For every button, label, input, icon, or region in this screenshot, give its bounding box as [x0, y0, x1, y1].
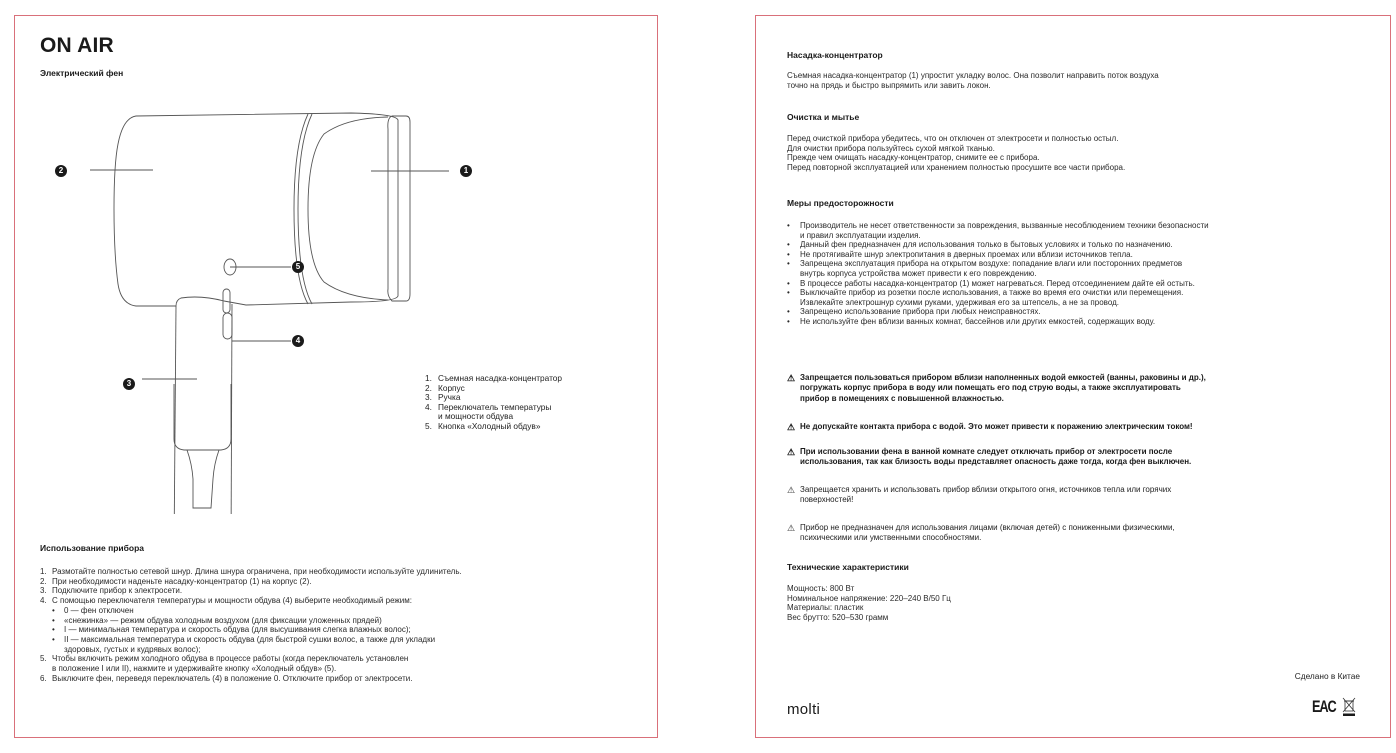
legend-item: 4. Переключатель температуры [425, 401, 552, 412]
precaution-item: • Запрещена эксплуатация прибора на открытом воздухе: попадание влаги или посторонних предметов [787, 259, 1183, 269]
parts-legend [425, 374, 562, 432]
crossed-bin-icon [1342, 697, 1356, 717]
precautions-section [787, 198, 1209, 327]
legend-item: 2. Корпус [425, 382, 465, 393]
mode-list [40, 606, 462, 655]
callout-5: 5 [292, 261, 304, 273]
usage-steps-after [40, 654, 462, 683]
callout-3: 3 [123, 378, 135, 390]
precaution-item: • Производитель не несет ответственности за повреждения, вызванные несоблюдением техники безопасности [787, 221, 1209, 230]
precaution-item: • Данный фен предназначен для использования только в бытовых условиях и только по назначению. [787, 240, 1173, 250]
step-item: 5. Чтобы включить режим холодного обдува в процессе работы (когда переключатель установлен [40, 654, 409, 664]
mode-item: • II — максимальная температура и скорость обдува (для быстрой сушки волос, а также для укладки [52, 634, 436, 644]
spec-materials: Материалы: пластик [787, 603, 864, 613]
concentrator-section: Насадка-концентратор Съемная насадка-концентратор (1) упростит укладку волос. Она позволит направить поток воздуха точно на прядь и быстро выпрямить или завить локон. [787, 50, 1159, 90]
callout-1: 1 [460, 165, 472, 177]
warning-4: ⚠ Запрещается хранить и использовать прибор вблизи открытого огня, источников тепла или горячих поверхностей! [787, 485, 1172, 505]
mode-item: • I — минимальная температура и скорость обдува (для высушивания слегка влажных волос); [52, 625, 411, 635]
eac-mark-icon: EAC [1312, 697, 1336, 716]
precaution-item: Извлекайте электрошнур сухими руками, удерживая его за штепсель, а не за провод. [800, 297, 1119, 307]
legend-item: 5. Кнопка «Холодный обдув» [425, 420, 541, 431]
precaution-item: • Запрещено использование прибора при любых неисправностях. [787, 307, 1041, 317]
warning-3: ⚠ При использовании фена в ванной комнате следует отключать прибор от электросети после использования, так как близость воды представляет опасность даже тогда, когда фен выключен. [787, 447, 1192, 467]
mode-item: • «снежинка» — режим обдува холодным воздухом (для фиксации уложенных прядей) [52, 615, 382, 625]
specs-section [787, 562, 951, 622]
legend-item: 3. Ручка [425, 392, 461, 403]
cleaning-heading: Очистка и мытье [787, 112, 860, 122]
usage-steps [40, 567, 462, 606]
warning-triangle-icon: ⚠ [787, 447, 796, 457]
warning-triangle-icon: ⚠ [787, 422, 796, 432]
cleaning-section: Очистка и мытье Перед очисткой прибора убедитесь, что он отключен от электросети и полностью остыл. Для очистки прибора пользуйтесь сухой мягкой тканью. Прежде чем очищать насадку-концентратор, снимите ее с прибора. Перед повторной эксплуатацией или хранением полностью просушите все части прибора. [787, 112, 1126, 172]
mode-item-continued: здоровых, густых и кудрявых волос); [64, 644, 201, 654]
warning-5: ⚠ Прибор не предназначен для использования лицами (включая детей) с пониженными физическими, психическими или умственными способностями. [787, 523, 1175, 543]
spec-weight: Вес брутто: 520–530 грамм [787, 612, 889, 622]
concentrator-heading: Насадка-концентратор [787, 50, 883, 60]
product-subtitle: Электрический фен [40, 68, 124, 78]
step-item: 4. С помощью переключателя температуры и мощности обдува (4) выберите необходимый режим: [40, 596, 412, 606]
usage-section [40, 543, 462, 683]
step-item: 3. Подключите прибор к электросети. [40, 586, 183, 596]
precaution-item: • Не используйте фен вблизи ванных комнат, бассейнов или других емкостей, содержащих воду. [787, 316, 1156, 326]
warning-triangle-icon: ⚠ [787, 485, 796, 495]
warning-1: ⚠ Запрещается пользоваться прибором вблизи наполненных водой емкостей (ванны, раковины и др.), погружать корпус прибора в воду или помещать его под струю воды, а также эксплуатировать прибор в помещениях с повышенной влажностью. [787, 373, 1206, 403]
warning-2: ⚠ Не допускайте контакта прибора с водой. Это может привести к поражению электрическим током! [787, 422, 1193, 432]
precautions-heading: Меры предосторожности [787, 198, 894, 208]
precaution-item: и правил эксплуатации изделия. [800, 230, 921, 240]
specs-heading: Технические характеристики [787, 562, 909, 572]
usage-heading: Использование прибора [40, 543, 144, 553]
step-item-continued: в положение I или II), нажмите и удерживайте кнопку «Холодный обдув» (5). [52, 664, 337, 674]
step-item: 6. Выключите фен, переведя переключатель (4) в положение 0. Отключите прибор от электросети. [40, 673, 413, 683]
certification-marks [1312, 697, 1356, 717]
callout-2: 2 [55, 165, 67, 177]
legend-item: 1. Съемная насадка-концентратор [425, 373, 563, 383]
callout-4: 4 [292, 335, 304, 347]
precaution-item: • В процессе работы насадка-концентратор (1) может нагреваться. Перед отсоединением дайте ей остыть. [787, 278, 1195, 288]
step-item: 2. При необходимости наденьте насадку-концентратор (1) на корпус (2). [40, 576, 312, 586]
precautions-list [787, 221, 1209, 327]
hair-dryer-illustration [26, 84, 466, 514]
brand-logo: molti [787, 701, 821, 718]
precaution-item: • Выключайте прибор из розетки после использования, а также во время его очистки или перемещения. [787, 288, 1184, 298]
warning-triangle-icon: ⚠ [787, 373, 796, 383]
warning-triangle-icon: ⚠ [787, 523, 796, 533]
precaution-item: внутрь корпуса устройства может привести к его повреждению. [800, 268, 1037, 278]
spec-voltage: Номинальное напряжение: 220–240 В/50 Гц [787, 593, 951, 603]
spec-power: Мощность: 800 Вт [787, 584, 855, 593]
legend-item: и мощности обдува [438, 411, 514, 422]
step-item: 1. Размотайте полностью сетевой шнур. Длина шнура ограничена, при необходимости используйте удлинитель. [40, 567, 462, 576]
mode-item: • 0 — фен отключен [52, 605, 134, 615]
product-title: ON AIR [40, 34, 114, 57]
made-in-label: Сделано в Китае [1294, 671, 1360, 681]
precaution-item: • Не протягивайте шнур электропитания в дверных проемах или вблизи источников тепла. [787, 249, 1133, 259]
